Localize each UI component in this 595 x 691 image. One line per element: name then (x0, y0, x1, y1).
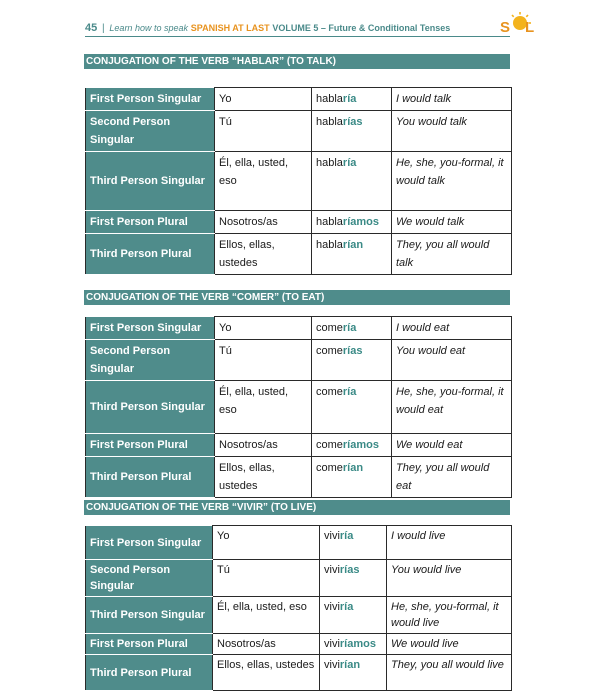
english-cell: They, you all would live (387, 655, 512, 691)
conjugation-table-vivir (85, 525, 512, 691)
person-label: Second Person Singular (86, 340, 215, 381)
pronoun-cell: Nosotros/as (215, 434, 312, 457)
english-cell: I would eat (392, 317, 512, 340)
section-title-comer: CONJUGATION OF THE VERB “COMER” (TO EAT) (84, 290, 510, 305)
conjugation-table-comer (85, 316, 512, 498)
verb-form-cell (312, 381, 392, 434)
english-cell: They, you all would talk (392, 234, 512, 275)
person-label: First Person Plural (86, 634, 213, 655)
conjugation-table-hablar (85, 87, 512, 275)
verb-ending: ría (339, 530, 354, 542)
pronoun-cell: Tú (213, 560, 320, 597)
verb-ending: rías (339, 564, 360, 576)
header-subtitle: Learn how to speak (109, 23, 188, 33)
pronoun-cell: Ellos, ellas, ustedes (213, 655, 320, 691)
volume-title: VOLUME 5 – Future & Conditional Tenses (272, 23, 451, 33)
pronoun-cell: Ellos, ellas, ustedes (215, 234, 312, 275)
verb-ending: ríamos (342, 216, 379, 228)
table-row (86, 526, 512, 560)
verb-stem: come (316, 322, 343, 334)
verb-form-cell (312, 434, 392, 457)
verb-form-cell (320, 655, 387, 691)
english-cell: I would talk (392, 88, 512, 111)
table-row (86, 111, 512, 152)
pronoun-cell: Tú (215, 111, 312, 152)
pronoun-cell: Nosotros/as (215, 211, 312, 234)
table-row (86, 381, 512, 434)
table-row (86, 434, 512, 457)
verb-form-cell (312, 340, 392, 381)
verb-stem: habla (316, 116, 343, 128)
verb-ending: ríamos (342, 439, 379, 451)
table-row (86, 655, 512, 691)
verb-ending: rían (342, 239, 364, 251)
section-title-hablar: CONJUGATION OF THE VERB “HABLAR” (TO TALK) (84, 54, 510, 69)
table-row (86, 88, 512, 111)
person-label: First Person Singular (86, 88, 215, 111)
verb-form-cell (320, 526, 387, 560)
verb-ending: rías (342, 116, 363, 128)
series-name: SPANISH AT LAST (190, 23, 270, 33)
table-row (86, 317, 512, 340)
verb-ending: rían (342, 462, 364, 474)
verb-stem: vivi (324, 564, 340, 576)
verb-stem: come (316, 386, 343, 398)
table-row (86, 597, 512, 634)
table-row (86, 211, 512, 234)
verb-form-cell (312, 211, 392, 234)
pronoun-cell: Él, ella, usted, eso (213, 597, 320, 634)
verb-stem: habla (316, 157, 343, 169)
verb-ending: ría (339, 601, 354, 613)
english-cell: I would live (387, 526, 512, 560)
pronoun-cell: Él, ella, usted, eso (215, 152, 312, 211)
person-label: First Person Plural (86, 211, 215, 234)
section-title-vivir: CONJUGATION OF THE VERB “VIVIR” (TO LIVE) (84, 500, 510, 515)
table-row (86, 340, 512, 381)
verb-ending: rías (342, 345, 363, 357)
header-line (85, 22, 450, 34)
verb-ending: ría (342, 322, 357, 334)
pronoun-cell: Yo (215, 317, 312, 340)
verb-form-cell (312, 317, 392, 340)
person-label: First Person Singular (86, 317, 215, 340)
table-row (86, 560, 512, 597)
verb-stem: come (316, 439, 343, 451)
verb-stem: vivi (324, 659, 340, 671)
header-rule (85, 36, 510, 37)
page-number: 45 (85, 22, 98, 34)
english-cell: You would live (387, 560, 512, 597)
english-cell: You would talk (392, 111, 512, 152)
pronoun-cell: Nosotros/as (213, 634, 320, 655)
pronoun-cell: Tú (215, 340, 312, 381)
header-separator: | (102, 23, 105, 34)
english-cell: We would eat (392, 434, 512, 457)
verb-form-cell (320, 560, 387, 597)
english-cell: He, she, you-formal, it would talk (392, 152, 512, 211)
verb-stem: habla (316, 93, 343, 105)
verb-stem: vivi (324, 530, 340, 542)
verb-stem: vivi (324, 601, 340, 613)
person-label: First Person Singular (86, 526, 213, 560)
table-row (86, 634, 512, 655)
verb-stem: habla (316, 216, 343, 228)
verb-ending: ríamos (339, 638, 376, 650)
verb-form-cell (312, 88, 392, 111)
verb-ending: ría (342, 386, 357, 398)
verb-stem: come (316, 345, 343, 357)
pronoun-cell: Ellos, ellas, ustedes (215, 457, 312, 498)
person-label: Third Person Plural (86, 457, 215, 498)
person-label: Third Person Singular (86, 381, 215, 434)
person-label: Third Person Singular (86, 597, 213, 634)
verb-form-cell (320, 597, 387, 634)
english-cell: They, you all would eat (392, 457, 512, 498)
table-row (86, 457, 512, 498)
english-cell: You would eat (392, 340, 512, 381)
pronoun-cell: Yo (213, 526, 320, 560)
person-label: Third Person Plural (86, 234, 215, 275)
table-row (86, 234, 512, 275)
english-cell: He, she, you-formal, it would eat (392, 381, 512, 434)
person-label: Second Person Singular (86, 111, 215, 152)
svg-text:L: L (525, 19, 535, 36)
sal-logo-icon (498, 10, 536, 36)
person-label: Third Person Singular (86, 152, 215, 211)
verb-form-cell (312, 111, 392, 152)
english-cell: We would live (387, 634, 512, 655)
svg-text:S: S (500, 19, 511, 36)
pronoun-cell: Yo (215, 88, 312, 111)
verb-ending: ría (342, 93, 357, 105)
verb-form-cell (312, 152, 392, 211)
pronoun-cell: Él, ella, usted, eso (215, 381, 312, 434)
verb-ending: ría (342, 157, 357, 169)
english-cell: He, she, you-formal, it would live (387, 597, 512, 634)
verb-stem: habla (316, 239, 343, 251)
verb-stem: come (316, 462, 343, 474)
english-cell: We would talk (392, 211, 512, 234)
person-label: Third Person Plural (86, 655, 213, 691)
verb-form-cell (320, 634, 387, 655)
person-label: Second Person Singular (86, 560, 213, 597)
verb-ending: rían (339, 659, 361, 671)
table-row (86, 152, 512, 211)
verb-form-cell (312, 457, 392, 498)
person-label: First Person Plural (86, 434, 215, 457)
verb-form-cell (312, 234, 392, 275)
verb-stem: vivi (324, 638, 340, 650)
